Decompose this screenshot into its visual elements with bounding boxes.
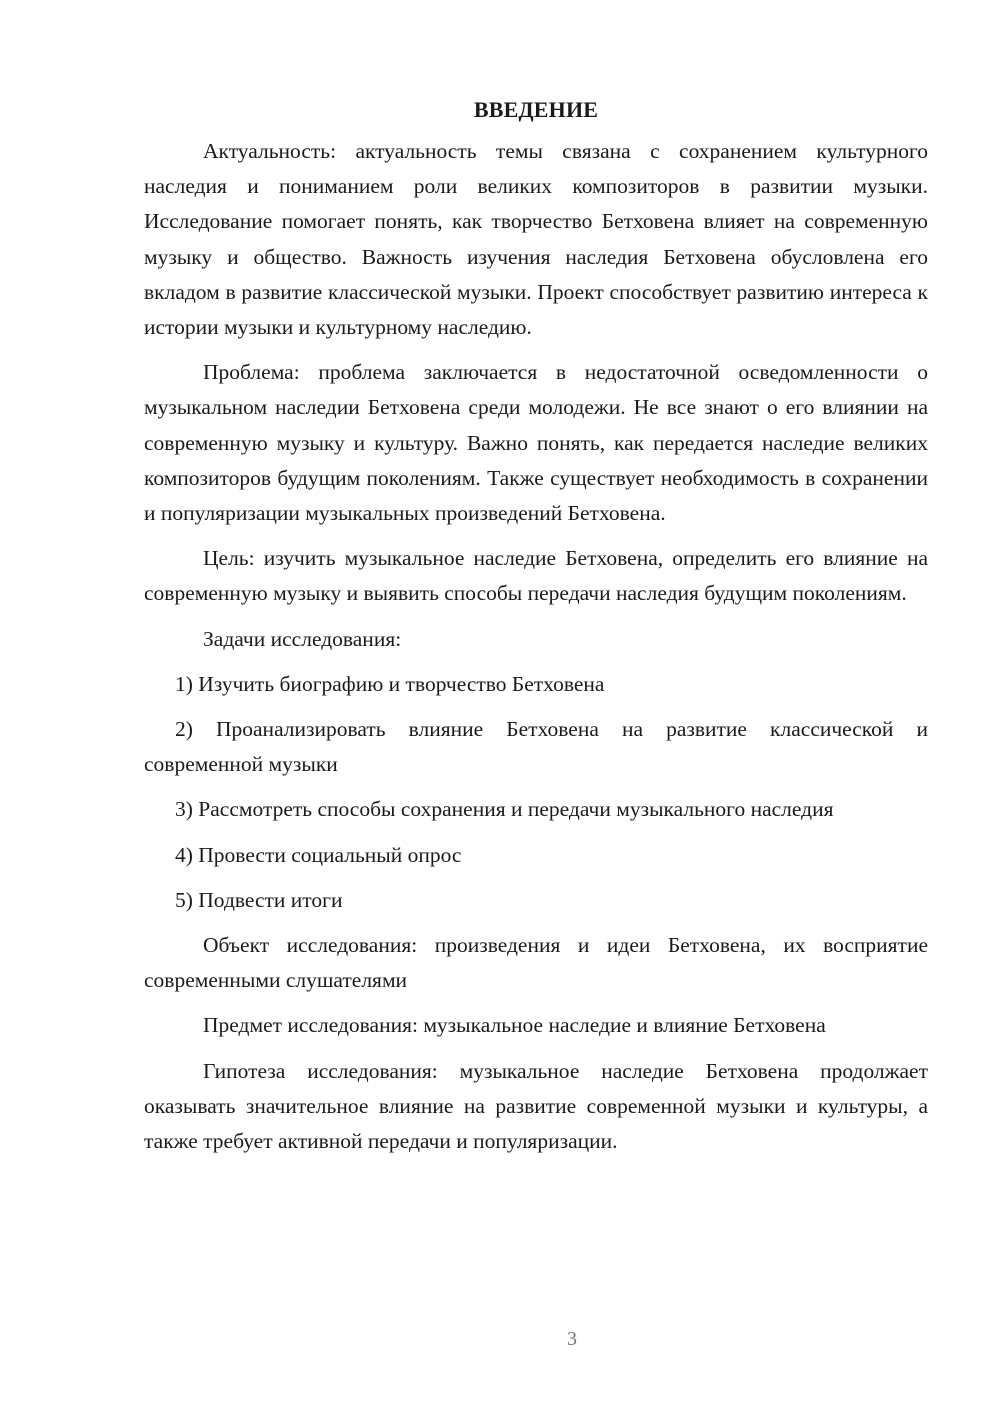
page-number: 3 [567,1328,577,1350]
hypothesis-paragraph: Гипотеза исследования: музыкальное наследие Бетховена продолжает оказывать значительное влияние на развитие современной музыки и культуры, а также требует активной передачи и популяризации. [144,1058,928,1154]
task-item-3: 3) Рассмотреть способы сохранения и передачи музыкального наследия [175,797,834,822]
task-item-5: 5) Подвести итоги [175,887,343,912]
tasks-heading: Задачи исследования: [203,626,402,651]
task-item-2: 2) Проанализировать влияние Бетховена на развитие классической и современной музыки [144,717,928,777]
problem-paragraph: Проблема: проблема заключается в недостаточной осведомленности о музыкальном наследии Бетховена среди молодежи. Не все знают о его влиянии на современную музыку и культуру. Важно понять, как передается наследие великих композиторов будущим поколениям. Также существует необходимость в сохранении и популяризации музыкальных произведений Бетховена. [144,360,928,526]
relevance-paragraph: Актуальность: актуальность темы связана с сохранением культурного наследия и пониманием роли великих композиторов в развитии музыки. Исследование помогает понять, как творчество Бетховена влияет на современную музыку и общество. Важность изучения наследия Бетховена обусловлена его вкладом в развитие классической музыки. Проект способствует развитию интереса к истории музыки и культурному наследию. [144,139,928,340]
task-item-4: 4) Провести социальный опрос [175,842,462,867]
subject-paragraph: Предмет исследования: музыкальное наследие и влияние Бетховена [203,1013,826,1038]
task-item-1: 1) Изучить биографию и творчество Бетховена [175,671,605,696]
section-heading: ВВЕДЕНИЕ [473,97,599,122]
document-page [144,92,928,1169]
goal-paragraph: Цель: изучить музыкальное наследие Бетховена, определить его влияние на современную музыку и выявить способы передачи наследия будущим поколениям. [144,546,928,606]
object-paragraph: Объект исследования: произведения и идеи Бетховена, их восприятие современными слушателями [144,933,928,993]
